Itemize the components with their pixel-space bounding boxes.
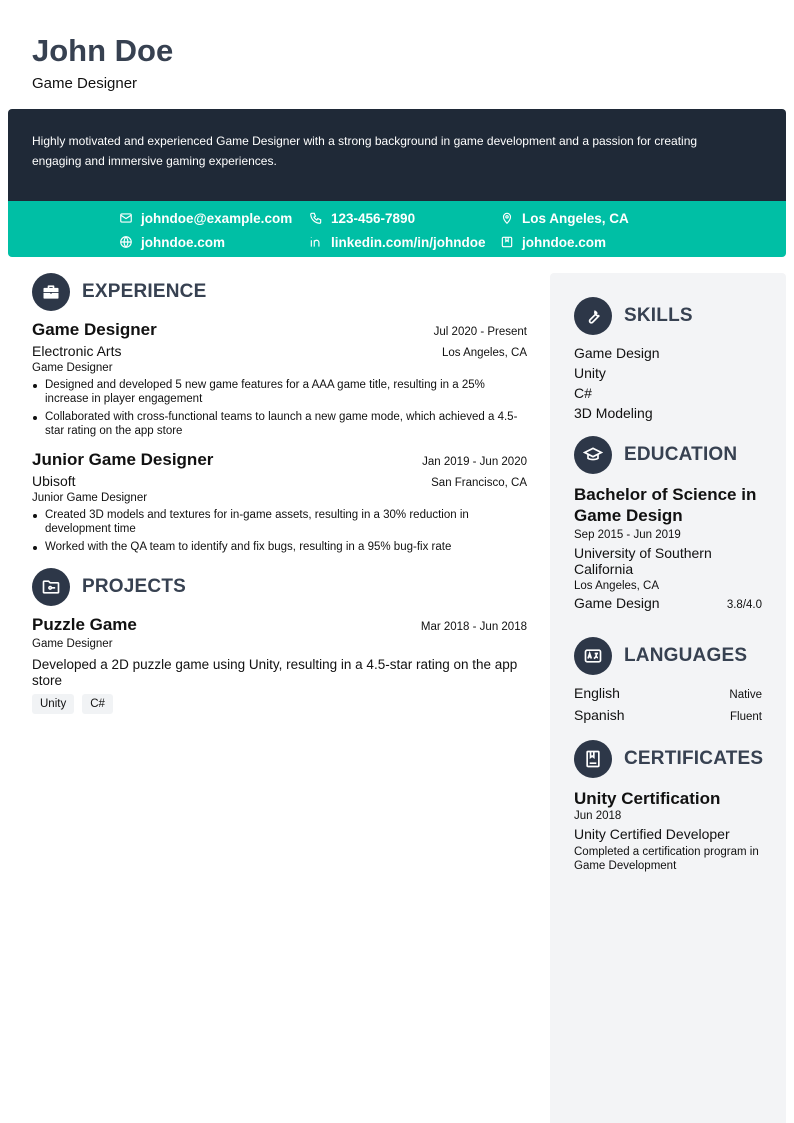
- certificates-header: [574, 740, 762, 778]
- education-field: Game Design: [574, 595, 660, 611]
- project-dates: Mar 2018 - Jun 2018: [420, 621, 527, 633]
- map-pin-icon: [500, 211, 514, 225]
- education-header: [574, 436, 762, 474]
- language-name: English: [574, 685, 620, 701]
- linkedin-icon: [309, 235, 323, 249]
- skill-item: Unity: [574, 365, 606, 381]
- graduation-cap-icon: [574, 436, 612, 474]
- contact-phone[interactable]: [309, 209, 415, 227]
- skill-item: Game Design: [574, 345, 660, 361]
- experience-dates: Jul 2020 - Present: [433, 326, 527, 338]
- sidebar-column: [550, 273, 786, 1123]
- skills-list: [574, 343, 762, 423]
- skills-title: SKILLS: [624, 305, 693, 326]
- experience-bullets: [32, 508, 527, 554]
- languages-header: [574, 637, 762, 675]
- project-description: Developed a 2D puzzle game using Unity, resulting in a 4.5-star rating on the app store: [32, 657, 518, 688]
- certificate-name: Unity Certification: [574, 789, 721, 808]
- experience-header: [32, 273, 527, 311]
- experience-location: San Francisco, CA: [431, 477, 527, 489]
- contact-linkedin[interactable]: [309, 233, 486, 251]
- contact-location: [500, 209, 629, 227]
- languages-title: LANGUAGES: [624, 645, 748, 666]
- experience-dates: Jan 2019 - Jun 2020: [422, 456, 527, 468]
- skills-section: [574, 297, 762, 423]
- certificate-book-icon: [574, 740, 612, 778]
- education-school: University of Southern California: [574, 545, 712, 577]
- contact-linkedin-text: linkedin.com/in/johndoe: [331, 234, 486, 250]
- certificate-date: Jun 2018: [574, 810, 622, 822]
- experience-company: Electronic Arts: [32, 343, 122, 359]
- skills-header: [574, 297, 762, 335]
- main-column: [32, 273, 527, 714]
- wrench-icon: [574, 297, 612, 335]
- project-role: Game Designer: [32, 638, 113, 650]
- contact-portfolio-text: johndoe.com: [522, 234, 606, 250]
- candidate-name: John Doe: [32, 33, 174, 68]
- experience-entry: [32, 450, 527, 554]
- education-dates: Sep 2015 - Jun 2019: [574, 529, 681, 541]
- resume-header: [32, 34, 173, 92]
- phone-icon: [309, 211, 323, 225]
- contact-portfolio[interactable]: [500, 233, 606, 251]
- language-item: [574, 705, 762, 727]
- experience-title: EXPERIENCE: [82, 281, 207, 302]
- projects-header: [32, 568, 527, 606]
- language-name: Spanish: [574, 707, 625, 723]
- experience-bullet: Created 3D models and textures for in-game assets, resulting in a 30% reduction in development time: [32, 508, 527, 536]
- experience-entry: [32, 320, 527, 438]
- experience-company: Ubisoft: [32, 473, 76, 489]
- contact-website[interactable]: [119, 233, 225, 251]
- certificates-section: [574, 740, 762, 873]
- contact-website-text: johndoe.com: [141, 234, 225, 250]
- certificate-title: Unity Certified Developer: [574, 826, 730, 842]
- contact-phone-text: 123-456-7890: [331, 210, 416, 226]
- portfolio-icon: [500, 235, 514, 249]
- summary-text: Highly motivated and experienced Game Designer with a strong background in game development and a passion for creating engaging and immersive gaming experiences.: [32, 134, 698, 168]
- experience-role: Game Designer: [32, 320, 157, 339]
- experience-location: Los Angeles, CA: [441, 347, 527, 359]
- language-level: Native: [729, 689, 762, 701]
- skill-item: 3D Modeling: [574, 405, 653, 421]
- language-level: Fluent: [730, 711, 762, 723]
- experience-position: Game Designer: [32, 362, 113, 374]
- folder-icon: [32, 568, 70, 606]
- project-tag: C#: [82, 694, 113, 714]
- contact-email[interactable]: [119, 209, 292, 227]
- translate-icon: [574, 637, 612, 675]
- project-name: Puzzle Game: [32, 615, 137, 634]
- project-tags: [32, 694, 527, 714]
- language-item: [574, 683, 762, 705]
- experience-bullet: Designed and developed 5 new game features for a AAA game title, resulting in a 25% increase in player engagement: [32, 378, 527, 406]
- experience-role: Junior Game Designer: [32, 450, 214, 469]
- skill-item: C#: [574, 385, 592, 401]
- contact-bar: [8, 201, 786, 257]
- experience-position: Junior Game Designer: [32, 492, 148, 504]
- contact-location-text: Los Angeles, CA: [522, 210, 629, 226]
- education-gpa: 3.8/4.0: [726, 599, 762, 611]
- education-degree: Bachelor of Science in Game Design: [574, 485, 757, 525]
- project-tag: Unity: [32, 694, 74, 714]
- contact-email-text: johndoe@example.com: [141, 210, 293, 226]
- experience-bullet: Collaborated with cross-functional teams to launch a new game mode, which achieved a 4.5-star rating on the app store: [32, 410, 527, 438]
- candidate-title: Game Designer: [32, 75, 138, 92]
- certificates-title: CERTIFICATES: [624, 748, 764, 769]
- education-location: Los Angeles, CA: [574, 580, 660, 592]
- experience-bullet: Worked with the QA team to identify and fix bugs, resulting in a 95% bug-fix rate: [32, 540, 527, 554]
- certificate-description: Completed a certification program in Game Development: [574, 846, 759, 872]
- experience-bullets: [32, 378, 527, 438]
- languages-section: [574, 637, 762, 727]
- globe-icon: [119, 235, 133, 249]
- education-title: EDUCATION: [624, 444, 738, 465]
- languages-list: [574, 683, 762, 727]
- mail-icon: [119, 211, 133, 225]
- project-entry: [32, 615, 527, 714]
- briefcase-icon: [32, 273, 70, 311]
- projects-title: PROJECTS: [82, 576, 187, 597]
- education-field-row: [574, 595, 762, 611]
- summary-panel: [8, 109, 786, 201]
- education-section: [574, 436, 762, 611]
